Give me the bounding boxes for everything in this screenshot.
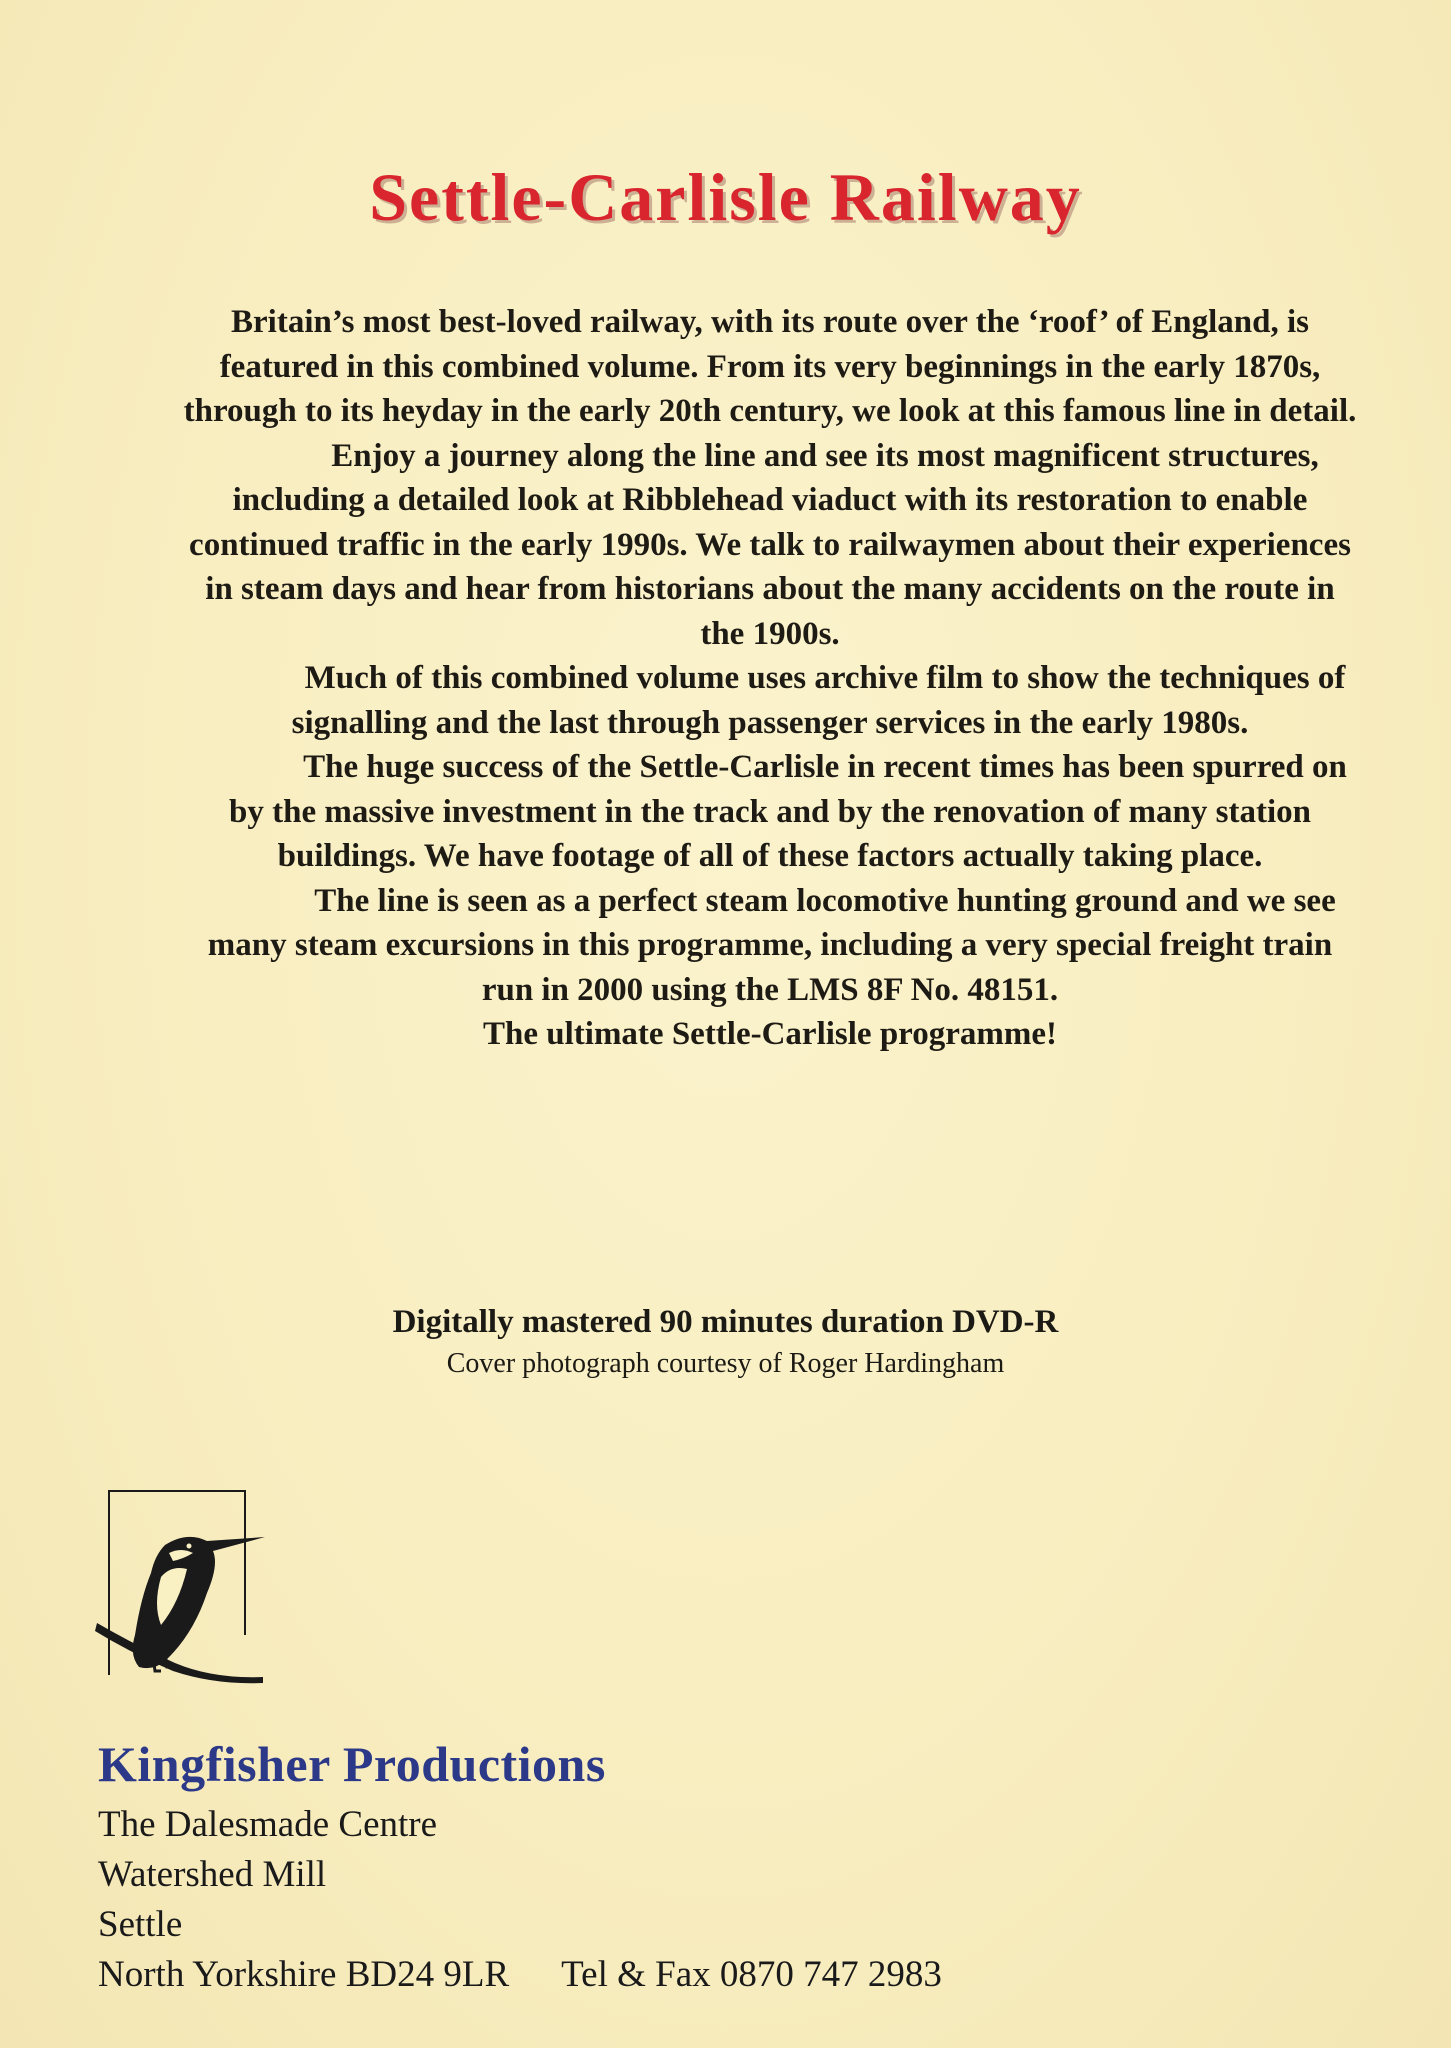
- address-line-4: [98, 1950, 942, 2000]
- blurb-paragraph-closing: The ultimate Settle-Carlisle programme!: [483, 1016, 1057, 1052]
- blurb-paragraph-success: The huge success of the Settle-Carlisle in recent times has been spurred on by the massive investment in the track and by the renovation of many station buildings. We have footage of all of these factors actually taking place.: [229, 749, 1347, 874]
- company-address: [98, 1800, 942, 2000]
- kingfisher-icon: [95, 1485, 270, 1695]
- blurb-paragraph-intro: Britain’s most best-loved railway, with its route over the ‘roof’ of England, is featured in this combined volume. From its very beginnings in the early 1870s, through to its heyday in the early 20th century, we look at this famous line in detail.: [183, 304, 1357, 429]
- blurb-paragraph-steam: The line is seen as a perfect steam locomotive hunting ground and we see many steam excursions in this programme, including a very special freight train run in 2000 using the LMS 8F No. 48151.: [207, 882, 1336, 1008]
- address-line-3: Settle: [98, 1904, 183, 1945]
- blurb-paragraph-archive: Much of this combined volume uses archive film to show the techniques of signalling and the last through passenger services in the early 1980s.: [291, 660, 1346, 741]
- company-name: Kingfisher Productions: [98, 1736, 606, 1792]
- blurb-paragraph-journey: Enjoy a journey along the line and see its most magnificent structures, including a detailed look at Ribblehead viaduct with its restoration to enable continued traffic in the early 1990s. We talk to railwaymen about their experiences in steam days and hear from historians about the many accidents on the route in the 1900s.: [189, 437, 1351, 652]
- duration-text: Digitally mastered 90 minutes duration DVD-R: [392, 1304, 1059, 1340]
- address-line-2: Watershed Mill: [98, 1854, 327, 1895]
- address-line-1: The Dalesmade Centre: [98, 1804, 438, 1845]
- address-postcode-line: North Yorkshire BD24 9LR: [98, 1954, 510, 1995]
- credits: [0, 1300, 1451, 1384]
- page-title: Settle-Carlisle Railway: [369, 159, 1082, 235]
- photo-credit-text: Cover photograph courtesy of Roger Hardingham: [446, 1348, 1005, 1379]
- phone-fax-text: Tel & Fax 0870 747 2983: [561, 1954, 942, 1995]
- description-blurb: [180, 300, 1360, 1057]
